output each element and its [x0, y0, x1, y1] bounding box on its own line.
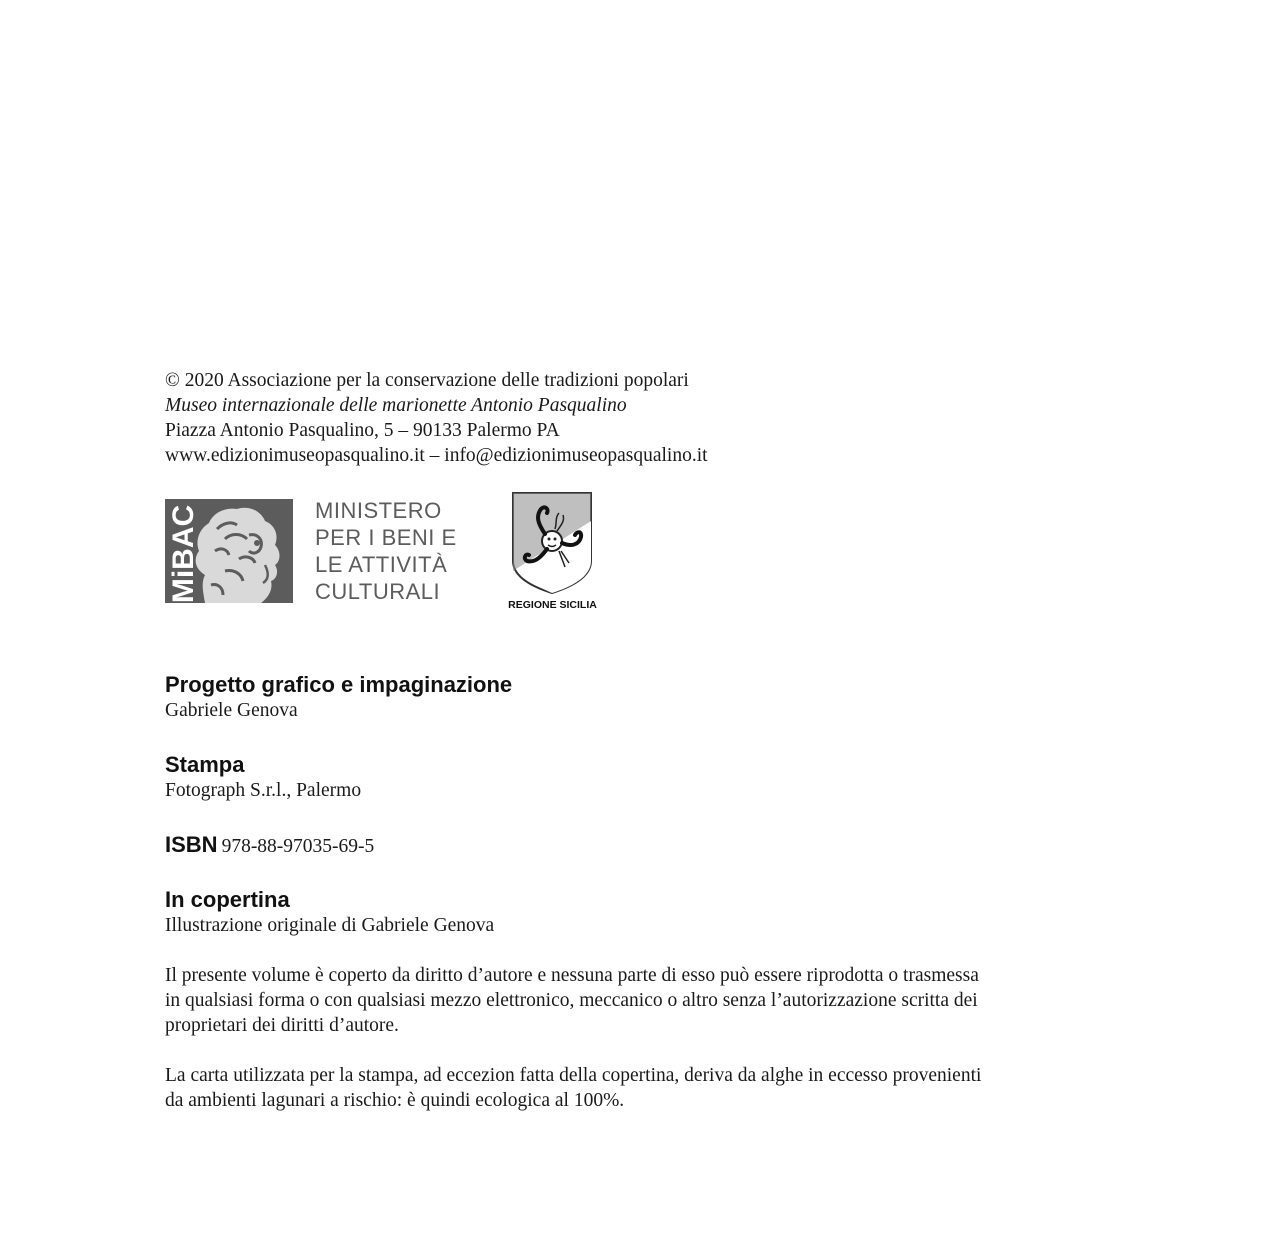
- notice-line: La carta utilizzata per la stampa, ad eccezion fatta della copertina, deriva da alghe in eccesso provenienti: [165, 1065, 982, 1086]
- address: Piazza Antonio Pasqualino, 5 – 90133 Palermo PA: [165, 420, 560, 441]
- mibac-text-line: LE ATTIVITÀ: [315, 552, 448, 577]
- regione-sicilia-logo: [505, 491, 600, 613]
- regione-sicilia-label: REGIONE SICILIA: [508, 599, 597, 611]
- notice-line: da ambienti lagunari a rischio: è quindi ecologica al 100%.: [165, 1090, 625, 1111]
- mibac-text-line: CULTURALI: [315, 579, 441, 604]
- mibac-text-line: MINISTERO: [315, 498, 442, 523]
- credit-isbn: [165, 832, 374, 860]
- paper-notice: [165, 1063, 1075, 1113]
- notice-line: proprietari dei diritti d’autore.: [165, 1015, 399, 1036]
- mibac-ministry-name: [315, 497, 457, 605]
- credit-value: Gabriele Genova: [165, 700, 298, 721]
- credit-value: Illustrazione originale di Gabriele Genova: [165, 915, 495, 936]
- copyright-line: © 2020 Associazione per la conservazione delle tradizioni popolari: [165, 370, 689, 391]
- isbn-value: 978-88-97035-69-5: [221, 836, 375, 857]
- credit-title: In copertina: [165, 887, 290, 912]
- museum-name: Museo internazionale delle marionette Antonio Pasqualino: [165, 395, 627, 416]
- credit-title: Progetto grafico e impaginazione: [165, 672, 513, 697]
- copyright-notice: [165, 963, 1075, 1038]
- mibac-letters: MiBAC: [167, 504, 200, 603]
- credit-title: Stampa: [165, 752, 245, 777]
- mibac-logo: [165, 498, 457, 605]
- mibac-emblem: [165, 499, 293, 603]
- mibac-text-line: PER I BENI E: [315, 525, 457, 550]
- credit-value: Fotograph S.r.l., Palermo: [165, 780, 362, 801]
- notice-line: in qualsiasi forma o con qualsiasi mezzo elettronico, meccanico o altro senza l’autorizzazione scritta dei: [165, 990, 978, 1011]
- credit-cover: [165, 887, 494, 938]
- isbn-label: ISBN: [165, 832, 218, 857]
- notice-line: Il presente volume è coperto da diritto d’autore e nessuna parte di esso può essere riprodotta o trasmessa: [165, 965, 979, 986]
- trinacria-shield-icon: [505, 491, 600, 595]
- website-email: www.edizionimuseopasqualino.it – info@edizionimuseopasqualino.it: [165, 445, 708, 466]
- copyright-block: [165, 368, 708, 468]
- credit-print: [165, 752, 361, 803]
- credit-design: [165, 672, 512, 723]
